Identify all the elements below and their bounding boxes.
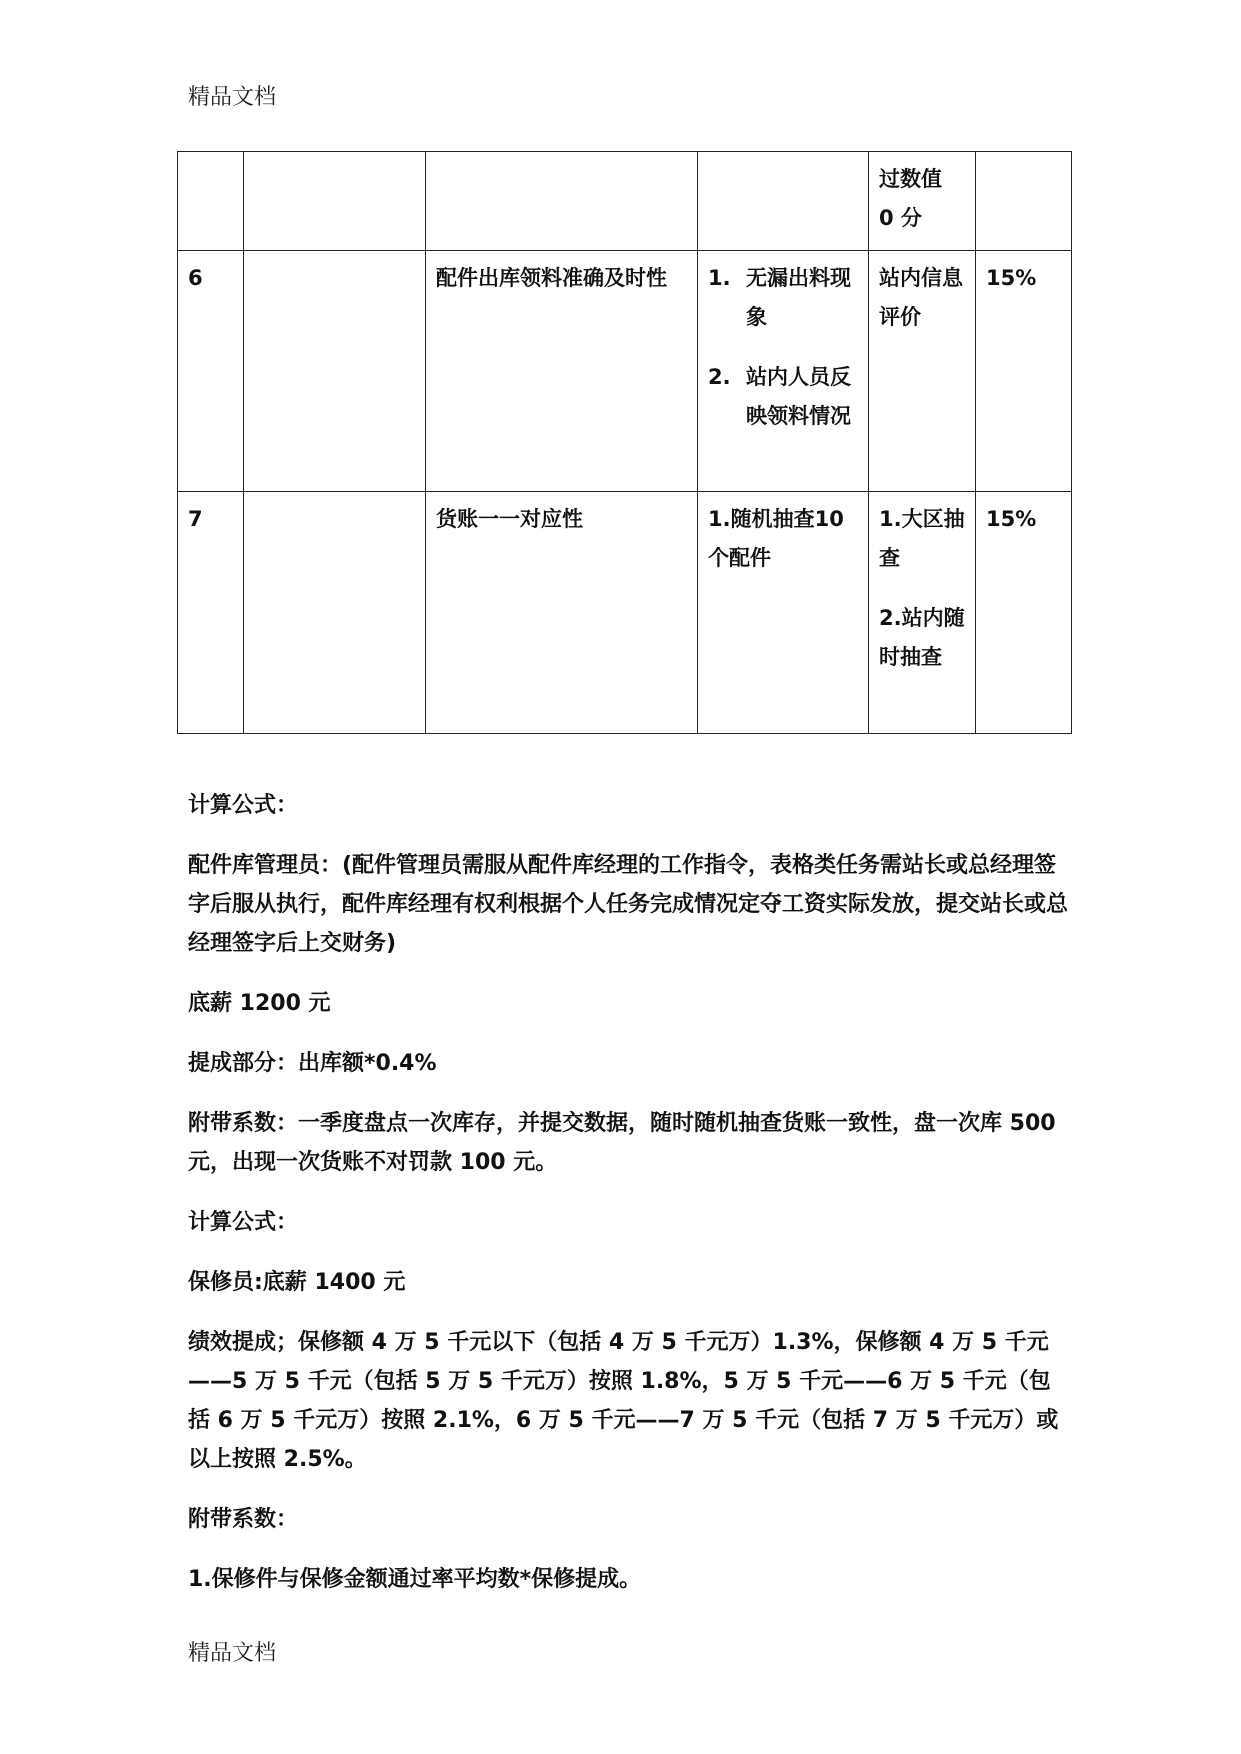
cell-num: 7: [178, 492, 244, 734]
cell-item: [426, 152, 698, 251]
paragraph: 绩效提成；保修额 4 万 5 千元以下（包括 4 万 5 千元万）1.3%，保修额 4 万 5 千元——5 万 5 千元（包括 5 万 5 千元万）按照 1.8%，5 万 5 千元——6 万 5 千元（包括 6 万 5 千元万）按照 2.1%，6 万 5 千元——7 万 5 千元（包括 7 万 5 千元万）或以上按照 2.5%。: [188, 1330, 1059, 1472]
list-item: [708, 358, 858, 436]
paragraph: 附带系数：: [188, 1507, 299, 1532]
list-text: 无漏出料现象: [746, 266, 851, 329]
cell-weight: 15%: [976, 251, 1072, 492]
paragraph: 保修员:底薪 1400 元: [188, 1270, 406, 1295]
cell-category: [244, 152, 426, 251]
paragraph: 附带系数：一季度盘点一次库存，并提交数据，随时随机抽查货账一致性，盘一次库 500 元，出现一次货账不对罚款 100 元。: [188, 1111, 1056, 1175]
cell-method: 站内信息评价: [869, 251, 976, 492]
table-row: [178, 492, 1072, 734]
table-row: [178, 152, 1072, 251]
paragraph: 计算公式：: [188, 793, 299, 818]
paragraph: 提成部分：出库额*0.4%: [188, 1051, 437, 1076]
list-number: 1.: [708, 266, 731, 290]
method-line: 0 分: [879, 206, 922, 230]
cell-criteria: [698, 152, 869, 251]
cell-item: 配件出库领料准确及时性: [426, 251, 698, 492]
cell-method: [869, 492, 976, 734]
page-header: 精品文档: [188, 85, 277, 110]
cell-num: 6: [178, 251, 244, 492]
cell-criteria: 1.随机抽查10 个配件: [698, 492, 869, 734]
list-number: 2.: [708, 365, 731, 389]
method-line: 1.大区抽查: [879, 507, 965, 570]
table-row: [178, 251, 1072, 492]
cell-item: 货账一一对应性: [426, 492, 698, 734]
cell-method: [869, 152, 976, 251]
cell-weight: [976, 152, 1072, 251]
paragraph: 1.保修件与保修金额通过率平均数*保修提成。: [188, 1567, 642, 1592]
cell-criteria: [698, 251, 869, 492]
method-line: 2.站内随时抽查: [879, 606, 965, 669]
body-text: [188, 786, 1068, 1620]
paragraph: 计算公式：: [188, 1210, 299, 1235]
page-footer: 精品文档: [188, 1641, 277, 1666]
paragraph: 底薪 1200 元: [188, 991, 331, 1016]
assessment-table: [177, 151, 1072, 734]
cell-category: [244, 251, 426, 492]
list-text: 站内人员反映领料情况: [746, 365, 851, 428]
cell-num: [178, 152, 244, 251]
method-line: 过数值: [879, 167, 942, 191]
cell-weight: 15%: [976, 492, 1072, 734]
paragraph: 配件库管理员：(配件管理员需服从配件库经理的工作指令，表格类任务需站长或总经理签字后服从执行，配件库经理有权利根据个人任务完成情况定夺工资实际发放，提交站长或总经理签字后上交财务): [188, 853, 1069, 956]
cell-category: [244, 492, 426, 734]
list-item: [708, 259, 858, 337]
